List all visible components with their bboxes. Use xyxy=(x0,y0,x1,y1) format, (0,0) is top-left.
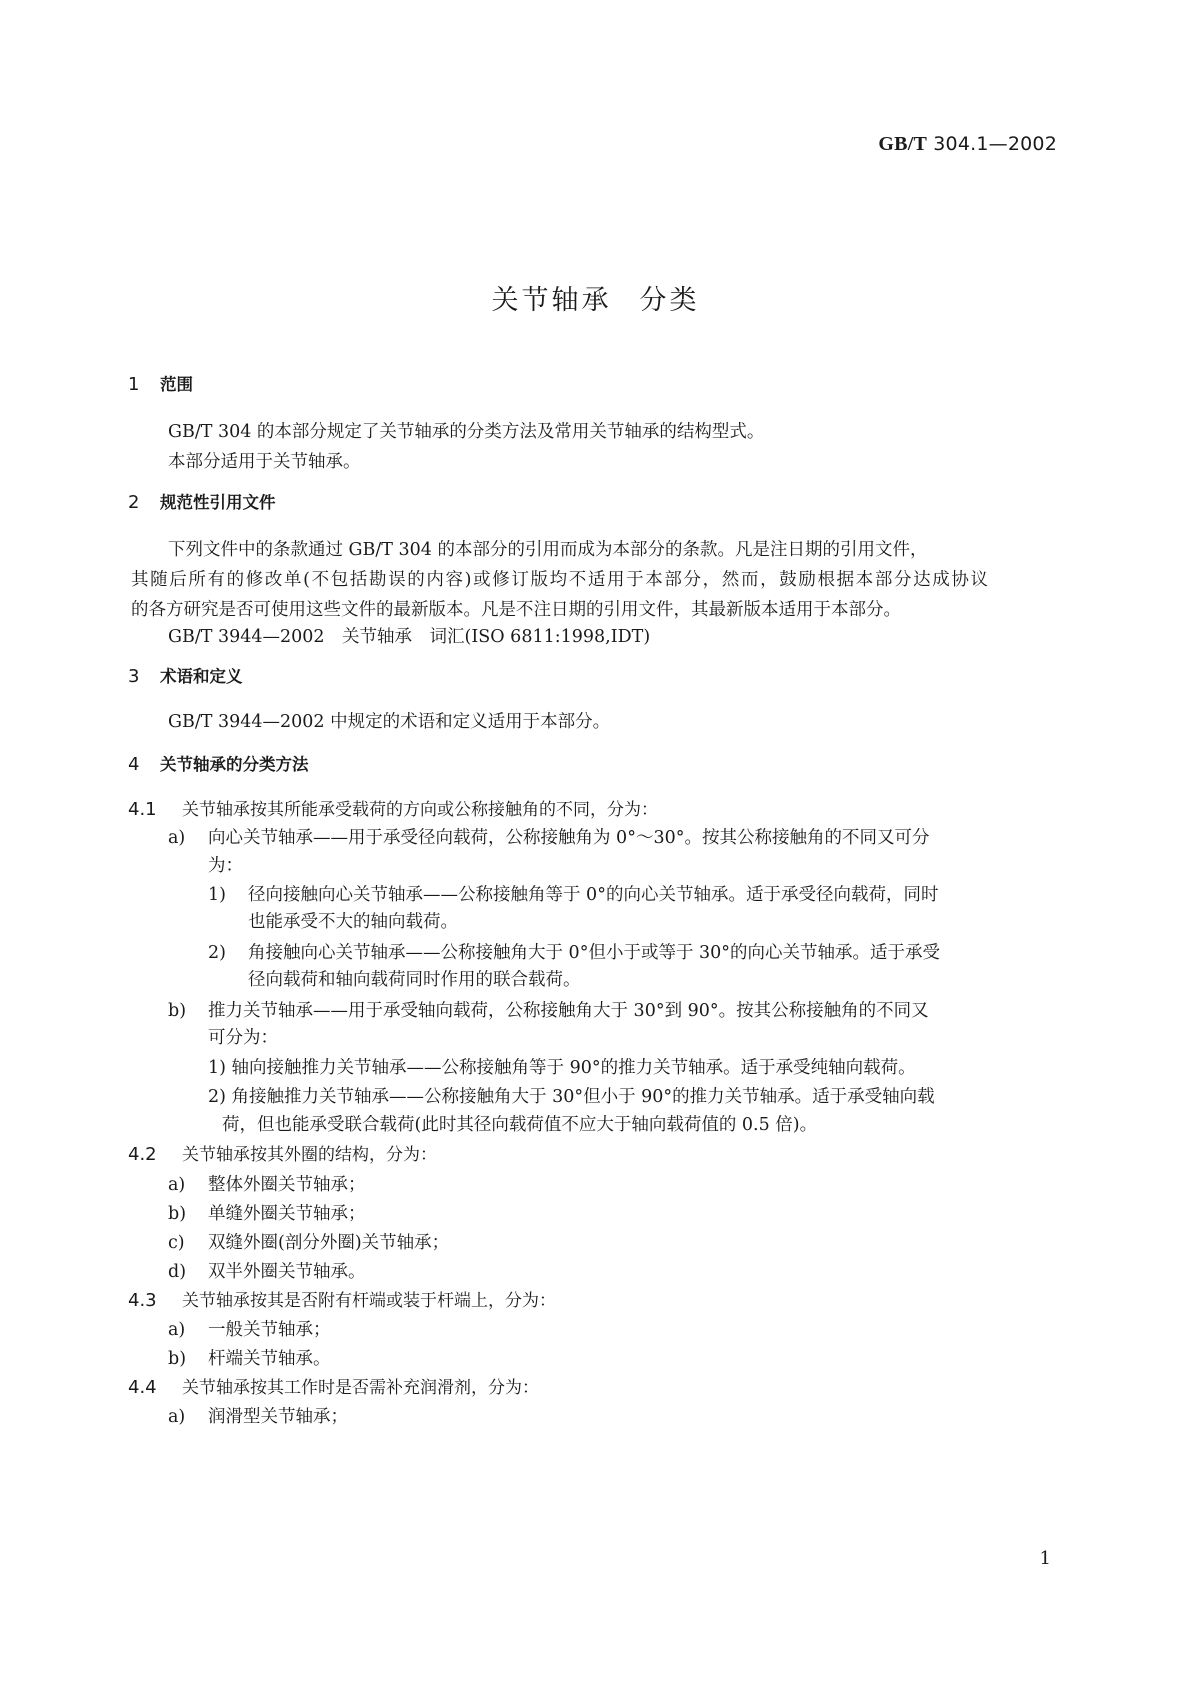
clause-4-1-a-2-line-1: 2) 角接触向心关节轴承——公称接触角大于 0°但小于或等于 30°的向心关节轴承。适于承受 xyxy=(208,943,941,963)
clause-4-1-a-1-line-1: 1) 径向接触向心关节轴承——公称接触角等于 0°的向心关节轴承。适于承受径向载荷，同时 xyxy=(208,885,939,905)
title-part1: 关节轴承 xyxy=(491,285,612,316)
section-1-heading: 1 范围 xyxy=(128,374,193,395)
clause-4-3: 4.3 关节轴承按其是否附有杆端或装于杆端上，分为： xyxy=(128,1290,556,1311)
section-2-paragraph-line-3: 的各方研究是否可使用这些文件的最新版本。凡是不注日期的引用文件，其最新版本适用于本部分。 xyxy=(131,600,901,620)
section-1-paragraph-2: 本部分适用于关节轴承。 xyxy=(168,452,361,472)
section-2-paragraph-line-1: 下列文件中的条款通过 GB/T 304 的本部分的引用而成为本部分的条款。凡是注日期的引用文件， xyxy=(168,540,928,560)
clause-4-1-b-2-line-1: 2) 角接触推力关节轴承——公称接触角大于 30°但小于 90°的推力关节轴承。适于承受轴向载 xyxy=(208,1087,935,1107)
clause-4-1-a-2-line-2: 径向载荷和轴向载荷同时作用的联合载荷。 xyxy=(248,970,581,990)
clause-4-1: 4.1 关节轴承按其所能承受载荷的方向或公称接触角的不同，分为： xyxy=(128,799,658,820)
clause-4-2-d: d) 双半外圈关节轴承。 xyxy=(168,1262,366,1282)
page-number: 1 xyxy=(1039,1548,1051,1569)
clause-4-1-a-line-2: 为： xyxy=(208,856,243,876)
clause-4-1-a-1-line-2: 也能承受不大的轴向载荷。 xyxy=(248,912,458,932)
section-1-paragraph-1: GB/T 304 的本部分规定了关节轴承的分类方法及常用关节轴承的结构型式。 xyxy=(168,422,765,442)
standard-prefix: GB/T xyxy=(878,133,927,155)
clause-4-1-a-line-1: a) 向心关节轴承——用于承受径向载荷，公称接触角为 0°～30°。按其公称接触角的不同又可分 xyxy=(168,828,930,848)
standard-code xyxy=(878,133,1057,156)
clause-4-2-c: c) 双缝外圈(剖分外圈)关节轴承； xyxy=(168,1233,450,1253)
document-title xyxy=(0,278,1191,317)
title-part2: 分类 xyxy=(639,285,700,316)
clause-4-2: 4.2 关节轴承按其外圈的结构，分为： xyxy=(128,1144,437,1165)
section-4-heading: 4 关节轴承的分类方法 xyxy=(128,754,309,775)
section-2-reference: GB/T 3944—2002 关节轴承 词汇(ISO 6811:1998,IDT) xyxy=(168,627,651,647)
clause-4-2-a: a) 整体外圈关节轴承； xyxy=(168,1175,366,1195)
clause-4-1-b-2-line-2: 荷，但也能承受联合载荷(此时其径向载荷值不应大于轴向载荷值的 0.5 倍)。 xyxy=(222,1115,818,1135)
section-3-paragraph: GB/T 3944—2002 中规定的术语和定义适用于本部分。 xyxy=(168,712,611,732)
clause-4-3-b: b) 杆端关节轴承。 xyxy=(168,1349,331,1369)
clause-4-3-a: a) 一般关节轴承； xyxy=(168,1320,331,1340)
clause-4-4-a: a) 润滑型关节轴承； xyxy=(168,1407,348,1427)
section-2-heading: 2 规范性引用文件 xyxy=(128,492,276,513)
clause-4-4: 4.4 关节轴承按其工作时是否需补充润滑剂，分为： xyxy=(128,1377,539,1398)
section-2-paragraph-line-2: 其随后所有的修改单(不包括勘误的内容)或修订版均不适用于本部分，然而，鼓励根据本部分达成协议 xyxy=(131,570,988,590)
clause-4-1-b-line-2: 可分为： xyxy=(208,1028,278,1048)
section-3-heading: 3 术语和定义 xyxy=(128,666,243,687)
clause-4-2-b: b) 单缝外圈关节轴承； xyxy=(168,1204,366,1224)
clause-4-1-b-line-1: b) 推力关节轴承——用于承受轴向载荷，公称接触角大于 30°到 90°。按其公称接触角的不同又 xyxy=(168,1001,929,1021)
standard-number: 304.1—2002 xyxy=(933,133,1057,155)
clause-4-1-b-1: 1) 轴向接触推力关节轴承——公称接触角等于 90°的推力关节轴承。适于承受纯轴向载荷。 xyxy=(208,1058,916,1078)
